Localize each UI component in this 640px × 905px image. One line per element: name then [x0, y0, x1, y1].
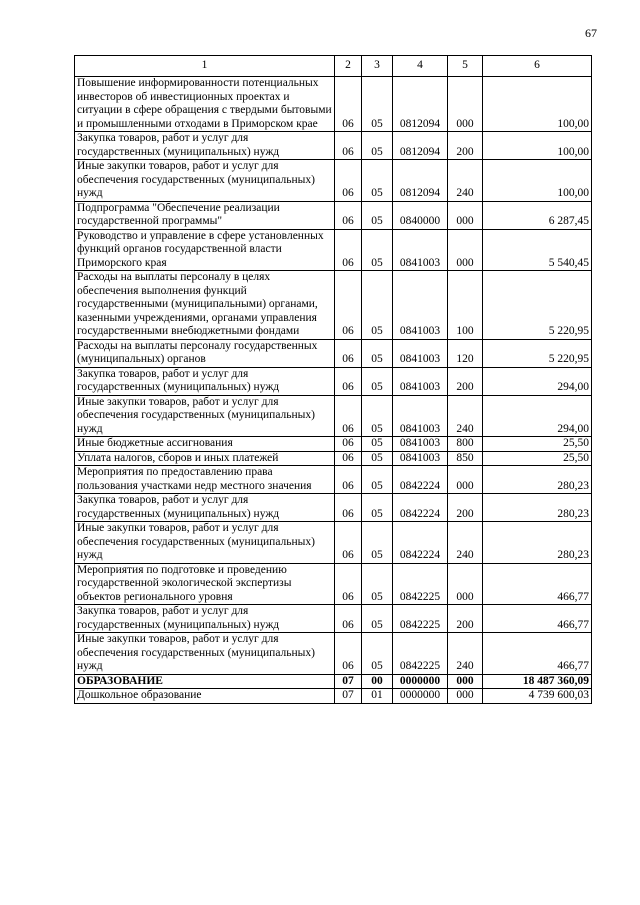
row-sum-cell: 100,00 [483, 160, 592, 202]
table-row [75, 633, 592, 675]
row-section-cell: 06 [335, 229, 362, 271]
row-name-cell: Иные закупки товаров, работ и услуг для обеспечения государственных (муниципальных) нужд [75, 522, 335, 564]
row-subsection-cell: 05 [362, 451, 393, 466]
row-expense-type-cell: 240 [448, 160, 483, 202]
row-expense-type-cell: 000 [448, 689, 483, 704]
row-expense-type-cell: 000 [448, 466, 483, 494]
row-sum-cell: 280,23 [483, 522, 592, 564]
row-section-cell: 06 [335, 367, 362, 395]
row-target-article-cell: 0812094 [393, 77, 448, 132]
row-name-cell: Закупка товаров, работ и услуг для государственных (муниципальных) нужд [75, 494, 335, 522]
header-col-1: 1 [75, 56, 335, 77]
row-expense-type-cell: 200 [448, 367, 483, 395]
row-sum-cell: 466,77 [483, 605, 592, 633]
row-sum-cell: 280,23 [483, 466, 592, 494]
table-row [75, 437, 592, 452]
row-subsection-cell: 00 [362, 674, 393, 689]
row-subsection-cell: 05 [362, 563, 393, 605]
row-section-cell: 06 [335, 633, 362, 675]
row-sum-cell: 466,77 [483, 563, 592, 605]
row-expense-type-cell: 100 [448, 271, 483, 340]
header-col-4: 4 [393, 56, 448, 77]
header-col-6: 6 [483, 56, 592, 77]
row-target-article-cell: 0841003 [393, 339, 448, 367]
row-section-cell: 06 [335, 605, 362, 633]
row-subsection-cell: 05 [362, 367, 393, 395]
row-sum-cell: 25,50 [483, 437, 592, 452]
row-expense-type-cell: 000 [448, 77, 483, 132]
row-sum-cell: 18 487 360,09 [483, 674, 592, 689]
table-row [75, 466, 592, 494]
row-subsection-cell: 05 [362, 77, 393, 132]
table-header-row [75, 56, 592, 77]
row-sum-cell: 466,77 [483, 633, 592, 675]
row-expense-type-cell: 000 [448, 229, 483, 271]
row-subsection-cell: 05 [362, 132, 393, 160]
row-section-cell: 06 [335, 271, 362, 340]
row-subsection-cell: 05 [362, 633, 393, 675]
row-name-cell: Повышение информированности потенциальных инвесторов об инвестиционных проектах и ситуации в сфере обращения с твердыми бытовыми и промышленными отходами в Приморском крае [75, 77, 335, 132]
row-name-cell: Мероприятия по предоставлению права пользования участками недр местного значения [75, 466, 335, 494]
row-section-cell: 06 [335, 437, 362, 452]
table-row [75, 367, 592, 395]
row-target-article-cell: 0812094 [393, 160, 448, 202]
row-name-cell: Расходы на выплаты персоналу государственных (муниципальных) органов [75, 339, 335, 367]
table-row [75, 339, 592, 367]
row-subsection-cell: 05 [362, 522, 393, 564]
row-section-cell: 06 [335, 201, 362, 229]
budget-table [74, 55, 592, 704]
row-name-cell: Дошкольное образование [75, 689, 335, 704]
row-target-article-cell: 0842224 [393, 522, 448, 564]
table-row [75, 201, 592, 229]
row-expense-type-cell: 240 [448, 395, 483, 437]
row-subsection-cell: 05 [362, 466, 393, 494]
row-name-cell: Иные закупки товаров, работ и услуг для обеспечения государственных (муниципальных) нужд [75, 160, 335, 202]
row-target-article-cell: 0841003 [393, 367, 448, 395]
row-sum-cell: 280,23 [483, 494, 592, 522]
table-row [75, 271, 592, 340]
table-row [75, 160, 592, 202]
row-target-article-cell: 0812094 [393, 132, 448, 160]
row-section-cell: 07 [335, 674, 362, 689]
row-sum-cell: 5 540,45 [483, 229, 592, 271]
row-subsection-cell: 01 [362, 689, 393, 704]
page-number: 67 [585, 26, 597, 40]
row-expense-type-cell: 800 [448, 437, 483, 452]
row-target-article-cell: 0842225 [393, 633, 448, 675]
row-name-cell: Иные закупки товаров, работ и услуг для обеспечения государственных (муниципальных) нужд [75, 395, 335, 437]
table-row [75, 689, 592, 704]
row-sum-cell: 294,00 [483, 367, 592, 395]
row-section-cell: 06 [335, 339, 362, 367]
table-row [75, 563, 592, 605]
row-subsection-cell: 05 [362, 271, 393, 340]
row-name-cell: Подпрограмма "Обеспечение реализации государственной программы" [75, 201, 335, 229]
row-target-article-cell: 0000000 [393, 674, 448, 689]
table-row [75, 605, 592, 633]
row-sum-cell: 100,00 [483, 132, 592, 160]
row-section-cell: 06 [335, 563, 362, 605]
header-col-3: 3 [362, 56, 393, 77]
row-target-article-cell: 0840000 [393, 201, 448, 229]
table-row [75, 132, 592, 160]
row-section-cell: 06 [335, 77, 362, 132]
row-subsection-cell: 05 [362, 395, 393, 437]
row-expense-type-cell: 200 [448, 494, 483, 522]
row-sum-cell: 5 220,95 [483, 339, 592, 367]
table-row [75, 674, 592, 689]
table-row [75, 522, 592, 564]
row-name-cell: Уплата налогов, сборов и иных платежей [75, 451, 335, 466]
table-row [75, 395, 592, 437]
row-name-cell: Иные бюджетные ассигнования [75, 437, 335, 452]
row-expense-type-cell: 200 [448, 605, 483, 633]
row-expense-type-cell: 000 [448, 563, 483, 605]
row-expense-type-cell: 000 [448, 674, 483, 689]
row-subsection-cell: 05 [362, 437, 393, 452]
table-row [75, 229, 592, 271]
row-name-cell: Расходы на выплаты персоналу в целях обеспечения выполнения функций государственными (муниципальными) органами, казенными учреждениями, органами управления государственными внебюджетными фондами [75, 271, 335, 340]
row-expense-type-cell: 000 [448, 201, 483, 229]
row-target-article-cell: 0842224 [393, 466, 448, 494]
row-expense-type-cell: 240 [448, 633, 483, 675]
row-sum-cell: 294,00 [483, 395, 592, 437]
row-section-cell: 06 [335, 466, 362, 494]
row-target-article-cell: 0841003 [393, 395, 448, 437]
row-section-cell: 07 [335, 689, 362, 704]
row-expense-type-cell: 120 [448, 339, 483, 367]
row-target-article-cell: 0841003 [393, 229, 448, 271]
row-name-cell: Иные закупки товаров, работ и услуг для обеспечения государственных (муниципальных) нужд [75, 633, 335, 675]
row-name-cell: Закупка товаров, работ и услуг для государственных (муниципальных) нужд [75, 132, 335, 160]
row-sum-cell: 4 739 600,03 [483, 689, 592, 704]
table-row [75, 451, 592, 466]
table-row [75, 494, 592, 522]
row-target-article-cell: 0841003 [393, 451, 448, 466]
row-name-cell: Мероприятия по подготовке и проведению государственной экологической экспертизы объектов регионального уровня [75, 563, 335, 605]
row-target-article-cell: 0841003 [393, 437, 448, 452]
row-name-cell: ОБРАЗОВАНИЕ [75, 674, 335, 689]
row-sum-cell: 6 287,45 [483, 201, 592, 229]
row-target-article-cell: 0842225 [393, 605, 448, 633]
row-expense-type-cell: 200 [448, 132, 483, 160]
row-section-cell: 06 [335, 522, 362, 564]
row-sum-cell: 25,50 [483, 451, 592, 466]
row-subsection-cell: 05 [362, 160, 393, 202]
header-col-2: 2 [335, 56, 362, 77]
row-target-article-cell: 0842225 [393, 563, 448, 605]
row-name-cell: Руководство и управление в сфере установленных функций органов государственной власти Приморского края [75, 229, 335, 271]
row-target-article-cell: 0000000 [393, 689, 448, 704]
table-row [75, 77, 592, 132]
row-sum-cell: 100,00 [483, 77, 592, 132]
row-expense-type-cell: 850 [448, 451, 483, 466]
row-section-cell: 06 [335, 494, 362, 522]
row-subsection-cell: 05 [362, 494, 393, 522]
row-name-cell: Закупка товаров, работ и услуг для государственных (муниципальных) нужд [75, 367, 335, 395]
row-subsection-cell: 05 [362, 201, 393, 229]
row-section-cell: 06 [335, 132, 362, 160]
row-sum-cell: 5 220,95 [483, 271, 592, 340]
row-subsection-cell: 05 [362, 229, 393, 271]
row-target-article-cell: 0841003 [393, 271, 448, 340]
row-target-article-cell: 0842224 [393, 494, 448, 522]
row-subsection-cell: 05 [362, 605, 393, 633]
row-name-cell: Закупка товаров, работ и услуг для государственных (муниципальных) нужд [75, 605, 335, 633]
row-section-cell: 06 [335, 395, 362, 437]
row-subsection-cell: 05 [362, 339, 393, 367]
row-section-cell: 06 [335, 160, 362, 202]
row-expense-type-cell: 240 [448, 522, 483, 564]
row-section-cell: 06 [335, 451, 362, 466]
header-col-5: 5 [448, 56, 483, 77]
